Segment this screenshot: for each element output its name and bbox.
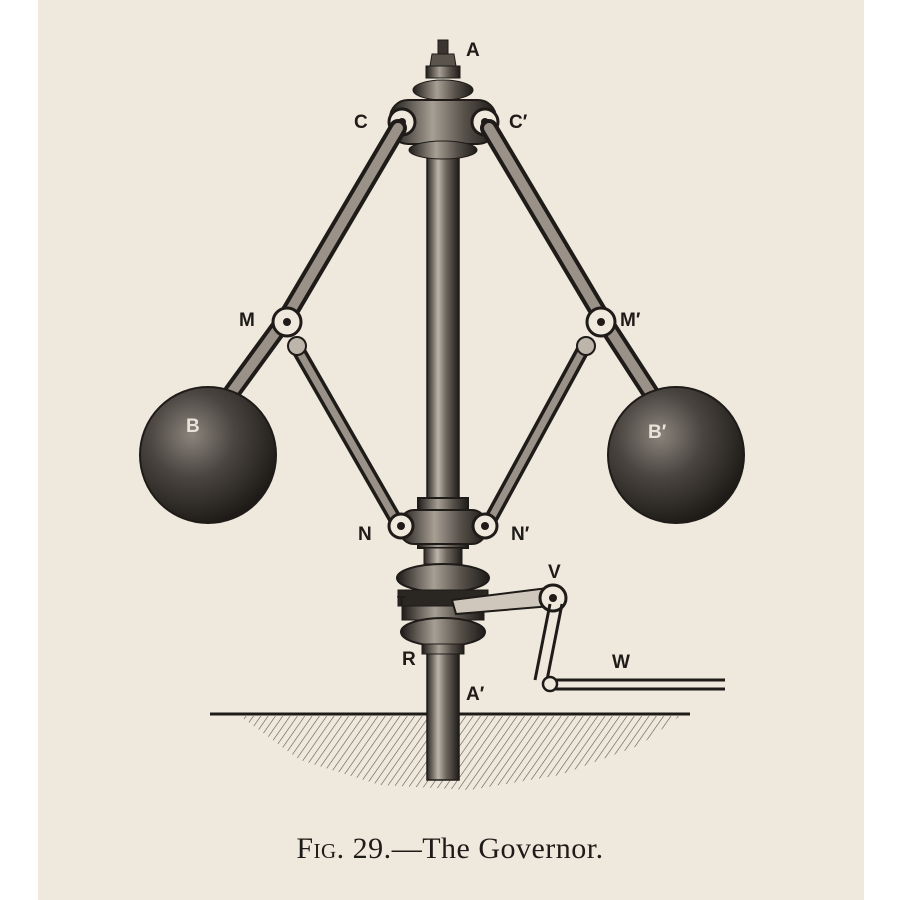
label-a: A	[466, 40, 480, 61]
lever-linkage	[452, 585, 725, 691]
caption-prefix: Fig. 29.	[296, 832, 392, 865]
caption-separator: —	[391, 832, 423, 865]
label-c-prime: C′	[509, 112, 528, 133]
label-n-prime: N′	[511, 524, 530, 545]
label-t: T	[397, 593, 407, 610]
label-v: V	[548, 562, 561, 583]
sliding-collar	[389, 498, 497, 564]
label-b: B	[186, 416, 200, 437]
label-n: N	[358, 524, 372, 545]
caption-title: The Governor.	[422, 832, 604, 865]
label-w: W	[612, 652, 630, 673]
label-m: M	[239, 310, 255, 331]
label-c: C	[354, 112, 368, 133]
label-r: R	[402, 649, 416, 670]
label-a-prime: A′	[466, 684, 485, 705]
top-spindle	[413, 40, 473, 100]
label-m-prime: M′	[620, 310, 641, 331]
figure-caption	[0, 832, 900, 866]
label-b-prime: B′	[648, 422, 667, 443]
central-shaft	[427, 155, 459, 780]
